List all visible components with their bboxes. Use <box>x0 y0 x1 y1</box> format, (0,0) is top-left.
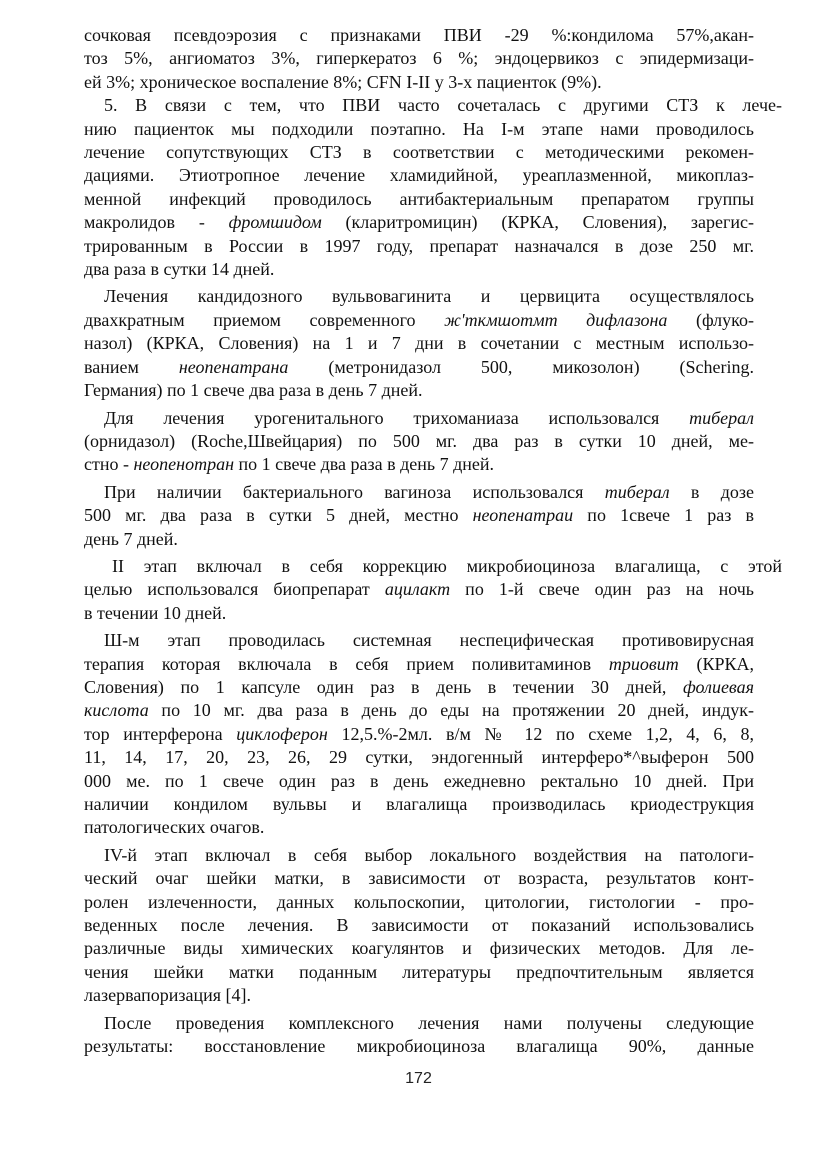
drug-name: фромшидом <box>228 212 322 233</box>
text-line: дациями. Этиотропное лечение хламидийной, уреаплазменной, микоплаз- <box>84 165 754 186</box>
text-run: тор интерферона <box>84 723 237 744</box>
drug-name: ацилакт <box>384 579 451 600</box>
text-line: веденных после лечения. В зависимости от показаний использовались <box>84 915 754 936</box>
text-run: (кларитромицин) (КРКА, Словения), зарегис- <box>321 212 754 233</box>
text-run: При наличии бактериального вагиноза использовался <box>104 481 605 502</box>
text-line: лазервапоризация [4]. <box>84 985 251 1006</box>
text-run: (КРКА, <box>678 653 755 674</box>
body-text <box>84 24 782 1058</box>
text-run: стно - <box>84 454 134 475</box>
page-number: 172 <box>405 1070 432 1087</box>
text-run: целью использовался биопрепарат <box>84 579 385 600</box>
text-line: нию пациенток мы подходили поэтапно. На I-м этапе нами проводилось <box>84 118 754 139</box>
text-line <box>84 676 754 699</box>
text-run: 500 мг. два раза в сутки 5 дней, местно <box>84 505 473 526</box>
text-run: по 1свече 1 раз в <box>573 505 754 526</box>
text-run: терапия которая включала в себя прием поливитаминов <box>84 653 609 674</box>
text-line <box>84 453 754 476</box>
text-run: (флуко- <box>667 309 754 330</box>
text-line: лечение сопутствующих СТЗ в соответствии с методическими рекомен- <box>84 142 754 163</box>
text-line: (орнидазол) (Roche,Швейцария) по 500 мг. два раз в сутки 10 дней, ме- <box>84 430 754 451</box>
text-line: два раза в сутки 14 дней. <box>84 259 275 280</box>
text-line <box>84 504 754 527</box>
text-line: тоз 5%, ангиоматоз 3%, гиперкератоз 6 %; эндоцервикоз с эпидермизаци- <box>84 48 754 69</box>
text-line <box>84 699 754 722</box>
text-line <box>84 356 754 379</box>
text-line <box>84 211 754 234</box>
text-line: Ш-м этап проводилась системная неспецифическая противовирусная <box>104 630 754 651</box>
drug-name: тиберал <box>604 481 670 502</box>
text-run: Для лечения урогенитального трихоманиаза использовался <box>104 407 690 428</box>
text-line: ческий очаг шейки матки, в зависимости от возраста, результатов конт- <box>84 868 754 889</box>
drug-name: кислота <box>84 700 149 721</box>
drug-name: неопенатраи <box>472 505 574 526</box>
text-run: макролидов - <box>84 212 229 233</box>
text-line: После проведения комплексного лечения нами получены следующие <box>104 1012 754 1033</box>
drug-name: триовит <box>608 653 679 674</box>
text-line: различные виды химических коагулянтов и физических методов. Для ле- <box>84 938 754 959</box>
drug-name: неопенотран <box>133 454 235 475</box>
text-run: по 10 мг. два раза в день до еды на протяжении 20 дней, индук- <box>148 700 754 721</box>
text-run: по 1 свече два раза в день 7 дней. <box>234 454 495 475</box>
text-run: в дозе <box>669 481 754 502</box>
text-line: ей 3%; хроническое воспаление 8%; CFN I-II у 3-х пациенток (9%). <box>84 71 602 92</box>
text-line: Лечения кандидозного вульвовагинита и цервицита осуществлялось <box>104 286 754 307</box>
text-line: II этап включал в себя коррекцию микробиоциноза влагалища, с этой <box>112 555 782 576</box>
text-line: день 7 дней. <box>84 528 178 549</box>
text-line: ролен излеченности, данных кольпоскопии, цитологии, гистологии - про- <box>84 891 754 912</box>
drug-name: фолиевая <box>683 676 754 697</box>
text-line: 11, 14, 17, 20, 23, 26, 29 сутки, эндогенный интерферо*^выферон 500 <box>84 747 754 768</box>
text-line: менной инфекций проводилось антибактериальным препаратом группы <box>84 188 754 209</box>
text-line: 5. В связи с тем, что ПВИ часто сочеталась с другими СТЗ к лече- <box>104 95 782 116</box>
text-run: ванием <box>84 356 179 377</box>
text-run: Словения) по 1 капсуле один раз в день в течении 30 дней, <box>84 676 683 697</box>
text-line: IV-й этап включал в себя выбор локального воздействия на патологи- <box>104 844 754 865</box>
text-line: трированным в России в 1997 году, препарат назначался в дозе 250 мг. <box>84 235 754 256</box>
drug-name: неопенатрана <box>178 356 289 377</box>
text-line: чения шейки матки поданным литературы предпочтительным является <box>84 961 754 982</box>
text-line: сочковая псевдоэрозия с признаками ПВИ -29 %:кондилома 57%,акан- <box>84 25 754 45</box>
drug-name: циклоферон <box>236 723 328 744</box>
text-line: Германия) по 1 свече два раза в день 7 дней. <box>84 380 423 401</box>
text-line: назол) (КРКА, Словения) на 1 и 7 дни в сочетании с местным использо- <box>84 333 754 354</box>
text-line <box>84 407 754 430</box>
text-run: по 1-й свече один раз на ночь <box>450 579 755 600</box>
text-line: результаты: восстановление микробиоциноза влагалища 90%, данные <box>84 1036 754 1057</box>
text-line: патологических очагов. <box>84 817 265 838</box>
text-run: (метронидазол 500, микозолон) (Schering. <box>288 356 754 377</box>
text-line <box>84 481 754 504</box>
text-line: 000 ме. по 1 свече один раз в день ежедневно ректально 10 дней. При <box>84 770 754 791</box>
text-line: в течении 10 дней. <box>84 602 227 623</box>
text-line <box>84 723 754 746</box>
drug-name: ж'ткмшотмт дифлазона <box>444 309 668 330</box>
text-line: наличии кондилом вульвы и влагалища производилась криодеструкция <box>84 794 754 814</box>
text-run: двахкратным приемом современного <box>84 309 445 330</box>
text-line <box>84 578 754 601</box>
text-line <box>84 309 754 332</box>
drug-name: тиберал <box>689 407 754 428</box>
text-line <box>84 653 754 676</box>
text-run: 12,5.%-2мл. в/м № 12 по схеме 1,2, 4, 6, 8, <box>327 723 755 744</box>
